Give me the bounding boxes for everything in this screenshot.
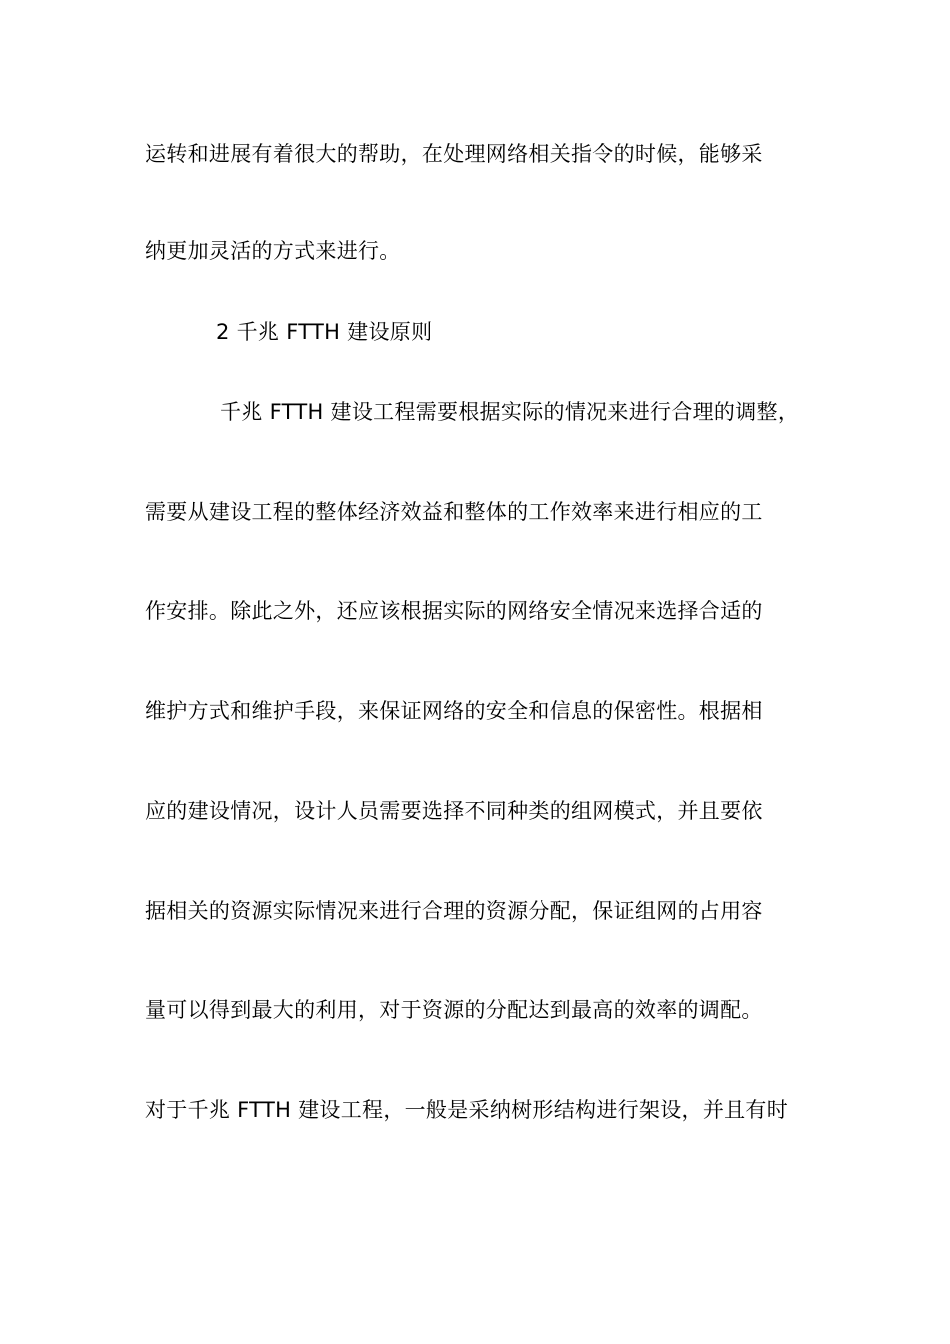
paragraph-line: 量可以得到最大的利用，对于资源的分配达到最高的效率的调配。	[145, 998, 763, 1022]
paragraph-line: 据相关的资源实际情况来进行合理的资源分配，保证组网的占用容	[145, 899, 763, 923]
text-line: 纳更加灵活的方式来进行。	[145, 239, 401, 263]
paragraph-line: 需要从建设工程的整体经济效益和整体的工作效率来进行相应的工	[145, 500, 763, 524]
paragraph-line: 应的建设情况，设计人员需要选择不同种类的组网模式，并且要依	[145, 799, 763, 823]
paragraph-line: 维护方式和维护手段，来保证网络的安全和信息的保密性。根据相	[145, 699, 763, 723]
section-heading: 2 千兆 FTTH 建设原则	[216, 320, 433, 344]
paragraph-line: 千兆 FTTH 建设工程需要根据实际的情况来进行合理的调整，	[220, 400, 800, 424]
text-line: 运转和进展有着很大的帮助，在处理网络相关指令的时候，能够采	[145, 142, 763, 166]
paragraph-line: 对于千兆 FTTH 建设工程，一般是采纳树形结构进行架设，并且有时	[145, 1098, 789, 1122]
paragraph-line: 作安排。除此之外，还应该根据实际的网络安全情况来选择合适的	[145, 599, 763, 623]
